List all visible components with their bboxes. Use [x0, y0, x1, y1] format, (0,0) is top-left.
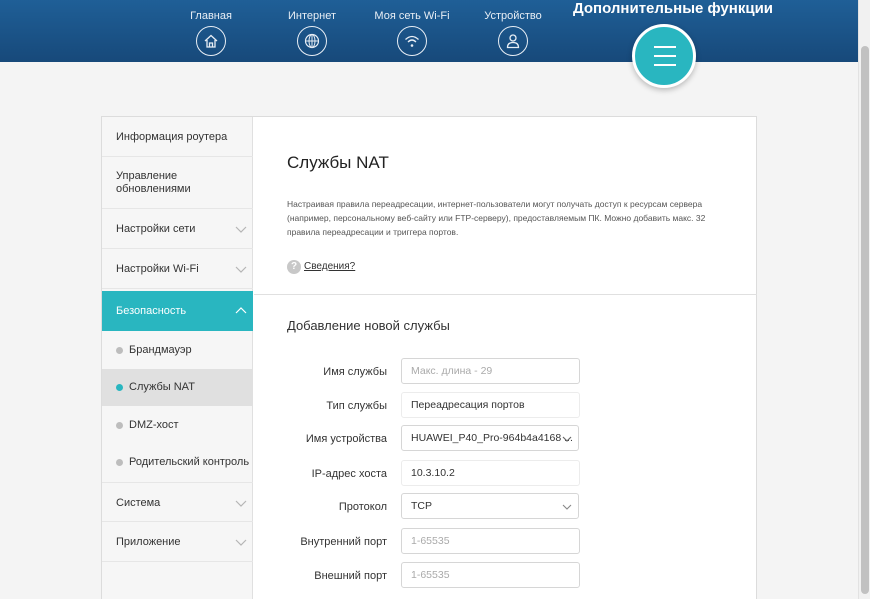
sidebar-subitem-label: Брандмауэр: [129, 344, 192, 356]
sidebar-item-label: Информация роутера: [116, 131, 228, 143]
sidebar-item-label: Настройки сети: [116, 223, 196, 235]
sidebar-item-network-settings[interactable]: [102, 209, 253, 249]
chevron-down-icon: [562, 434, 572, 444]
form-row-host-ip: [254, 460, 757, 488]
globe-icon: [297, 26, 327, 56]
nav-home-label: Главная: [190, 10, 232, 22]
page-scrollbar[interactable]: [858, 0, 870, 599]
main-panel: [101, 116, 757, 599]
chevron-up-icon: [235, 305, 247, 317]
sidebar-subitem-firewall[interactable]: [102, 332, 253, 369]
sidebar-subitem-label: Службы NAT: [129, 381, 195, 393]
sidebar-item-label: Настройки Wi-Fi: [116, 263, 199, 275]
chevron-down-icon: [235, 536, 247, 548]
chevron-down-icon: [562, 502, 572, 512]
nav-wifi-label: Моя сеть Wi-Fi: [374, 10, 450, 22]
help-link[interactable]: [287, 259, 355, 275]
chevron-down-icon: [235, 497, 247, 509]
sidebar-item-label: Безопасность: [116, 305, 187, 317]
form-row-service-name: [254, 358, 757, 386]
protocol-select[interactable]: [401, 493, 579, 519]
section-title: Добавление новой службы: [287, 318, 450, 333]
field-label: Внешний порт: [314, 570, 387, 582]
page-title: Службы NAT: [287, 153, 389, 172]
user-icon: [498, 26, 528, 56]
form-row-service-type: [254, 392, 757, 420]
nav-wifi[interactable]: [367, 8, 457, 56]
service-name-input[interactable]: Макс. длина - 29: [401, 358, 580, 384]
protocol-value: TCP: [411, 500, 432, 512]
internal-port-input[interactable]: 1-65535: [401, 528, 580, 554]
field-label: Имя службы: [323, 366, 387, 378]
sidebar-item-wifi-settings[interactable]: [102, 249, 253, 289]
sidebar-item-label: Приложение: [116, 536, 181, 548]
field-label: Тип службы: [326, 400, 387, 412]
nav-device[interactable]: [468, 8, 558, 56]
host-ip-input[interactable]: 10.3.10.2: [401, 460, 580, 486]
sidebar: [102, 117, 253, 599]
home-icon: [196, 26, 226, 56]
sidebar-item-system[interactable]: [102, 482, 253, 522]
sidebar-item-security[interactable]: [102, 291, 253, 331]
device-name-value: HUAWEI_P40_Pro-964b4a4168 ...: [411, 432, 573, 444]
form-row-external-port: [254, 562, 757, 590]
external-port-input[interactable]: 1-65535: [401, 562, 580, 588]
sidebar-item-update-management[interactable]: [102, 157, 253, 209]
sidebar-subitem-dmz-host[interactable]: [102, 407, 253, 444]
top-header: [0, 0, 858, 62]
question-icon: ?: [287, 260, 301, 274]
field-label: Имя устройства: [305, 433, 387, 445]
content-area: [254, 117, 757, 599]
form-row-internal-port: [254, 528, 757, 556]
form-row-device-name: [254, 425, 757, 453]
form-row-protocol: [254, 493, 757, 521]
service-type-value[interactable]: Переадресация портов: [401, 392, 580, 418]
sidebar-subitem-label: Родительский контроль: [129, 456, 250, 468]
sidebar-item-label: Управление обновлениями: [116, 170, 191, 195]
sidebar-item-label: Система: [116, 497, 161, 509]
bullet-icon: [116, 422, 123, 429]
page-description: Настраивая правила переадресации, интернет-пользователи могут получать доступ к ресурсам сервера (например, персональному веб-сайту или FTP-серверу), предоставляемым ПК. Можно добавить макс. 32 правила переадресации и триггера портов.: [287, 199, 706, 237]
nav-home[interactable]: [166, 8, 256, 56]
chevron-down-icon: [235, 263, 247, 275]
sidebar-item-router-info[interactable]: [102, 117, 253, 157]
advanced-functions-title[interactable]: Дополнительные функции: [573, 0, 774, 17]
bullet-icon: [116, 384, 123, 391]
nav-device-label: Устройство: [484, 10, 542, 22]
scrollbar-thumb[interactable]: [861, 46, 869, 594]
nav-internet[interactable]: [267, 8, 357, 56]
device-name-select[interactable]: [401, 425, 579, 451]
sidebar-item-application[interactable]: [102, 522, 253, 562]
sidebar-subitem-parental-control[interactable]: [102, 444, 253, 481]
field-label: IP-адрес хоста: [311, 468, 387, 480]
section-divider: [254, 294, 757, 295]
sidebar-subitem-label: DMZ-хост: [129, 419, 179, 431]
bullet-icon: [116, 347, 123, 354]
nav-internet-label: Интернет: [288, 10, 336, 22]
hamburger-menu-icon[interactable]: [632, 24, 696, 88]
field-label: Протокол: [338, 501, 387, 513]
sidebar-subitem-nat-services[interactable]: [102, 369, 253, 406]
bullet-icon: [116, 459, 123, 466]
help-link-label[interactable]: Сведения?: [304, 261, 356, 272]
wifi-icon: [397, 26, 427, 56]
field-label: Внутренний порт: [300, 536, 387, 548]
chevron-down-icon: [235, 223, 247, 235]
